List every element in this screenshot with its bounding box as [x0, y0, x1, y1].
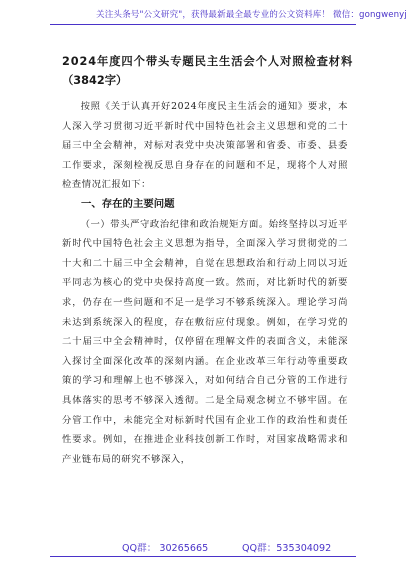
header-divider	[50, 24, 356, 25]
intro-paragraph: 按照《关于认真开好2024年度民主生活会的通知》要求，本人深入学习贯彻习近平新时代中国特色社会主义思想和党的二十届三中全会精神，对标对表党中央决策部署和省委、市委、县委工作要求，深刻检视反思自身存在的问题和不足，现将个人对照检查情况汇报如下：	[62, 101, 348, 191]
footer-divider	[50, 556, 356, 557]
document-title: 2024年度四个带头专题民主生活会个人对照检查材料	[62, 55, 354, 68]
footer-qq-group-1: QQ群： 30265665	[122, 543, 209, 554]
section-heading-1: 一、存在的主要问题	[81, 197, 175, 210]
body-paragraph-1: （一）带头严守政治纪律和政治规矩方面。始终坚持以习近平新时代中国特色社会主义思想为指导，全面深入学习贯彻党的二十大和二十届三中全会精神，自觉在思想政治和行动上同以习近平同志为核心的党中央保持高度一致。然而，对比新时代的新要求，仍存在一些问题和不足一是学习不够系统深入。理论学习尚未达到系统深入的程度，存在敷衍应付现象。例如，在学习党的二十届三中全会精神时，仅停留在理解文件的表面含义，未能深入探讨全面深化改革的深刻内涵。在企业改革三年行动等重要政策的学习和理解上也不够深入，对如何结合自己分管的工作进行具体落实的思考不够深入透彻。二是全局观念树立不够牢固。在分管工作中，未能完全对标新时代国有企业工作的政治性和责任性要求。例如，在推进企业科技创新工作时，对国家战略需求和产业链布局的研究不够深入，	[62, 218, 348, 465]
word-count: （3842字）	[62, 74, 128, 87]
header-banner: 关注头条号"公文研究"，获得最新最全最专业的公文资料库！ 微信：gongwenyj	[96, 10, 407, 20]
footer-qq-group-2: QQ群：535304092	[242, 543, 332, 554]
document-body	[62, 52, 354, 469]
